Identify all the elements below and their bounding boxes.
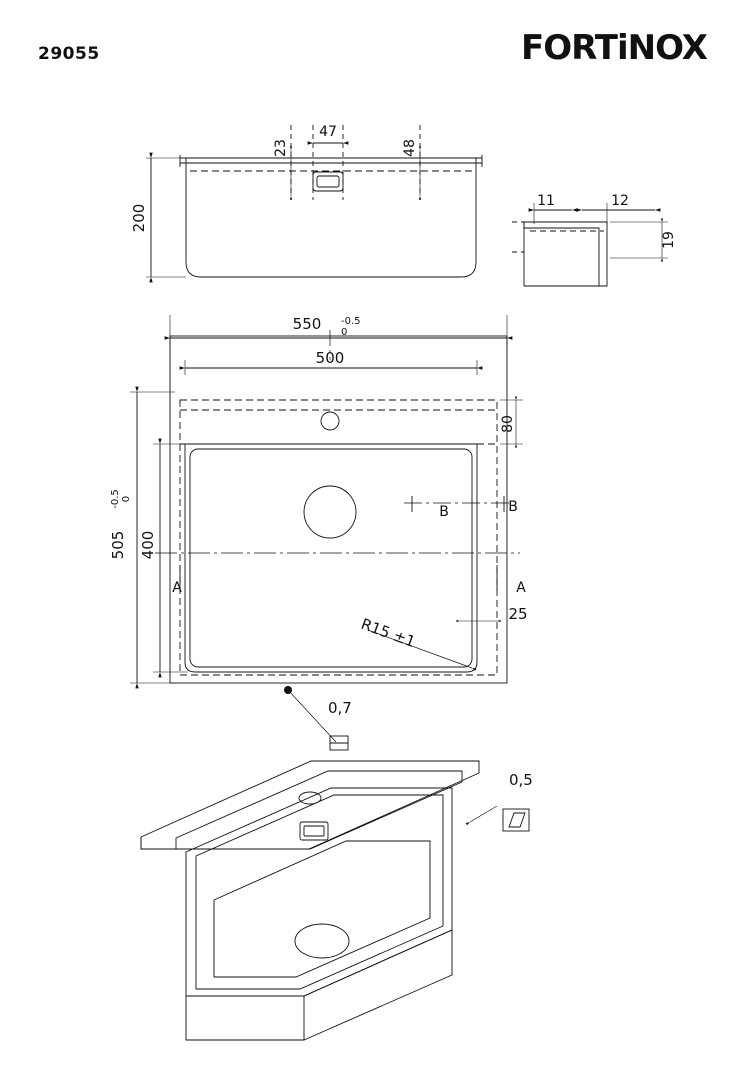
dim-thickness-iso: 0,5 [509, 771, 533, 789]
dim-plan-inner-height: 400 [139, 530, 157, 560]
dim-front-height: 200 [130, 203, 148, 233]
section-label-b-left: B [439, 504, 449, 520]
dim-plan-outer-height: 505 [109, 530, 127, 560]
dim-plan-ledge: 80 [500, 415, 516, 433]
dim-plan-outer-height-tol-lower: 0 [121, 495, 132, 503]
dim-plan-outer-width-tol-lower: 0 [341, 327, 348, 338]
dim-front-tap-left: 23 [273, 139, 289, 157]
dim-thickness-plan: 0,7 [328, 699, 352, 717]
dim-front-tap-width: 47 [319, 124, 337, 140]
dim-plan-outer-width-tol-upper: -0.5 [341, 316, 361, 327]
dim-side-edge: 19 [661, 231, 677, 249]
dim-plan-outer-height-tol-upper: -0.5 [110, 489, 121, 509]
dim-plan-outer-width: 550 [292, 315, 322, 333]
front-elevation-view [146, 125, 482, 277]
dim-side-top-left: 11 [537, 193, 555, 209]
section-label-a-left: A [172, 580, 182, 596]
dim-plan-radius-offset: 25 [508, 605, 528, 623]
brand-logo: FORTiNOX [521, 28, 707, 68]
side-section-detail [512, 203, 668, 286]
dimension-labels [109, 124, 677, 789]
top-plan-view [130, 315, 523, 750]
dim-plan-inner-width: 500 [315, 349, 345, 367]
isometric-view [140, 760, 529, 1040]
dim-front-tap-right: 48 [402, 139, 418, 157]
section-label-a-right: A [516, 580, 526, 596]
dim-corner-radius: R15 ±1 [358, 614, 418, 652]
dim-side-top-right: 12 [611, 193, 629, 209]
section-label-b-right: B [508, 499, 518, 515]
document-code: 29055 [38, 44, 100, 64]
